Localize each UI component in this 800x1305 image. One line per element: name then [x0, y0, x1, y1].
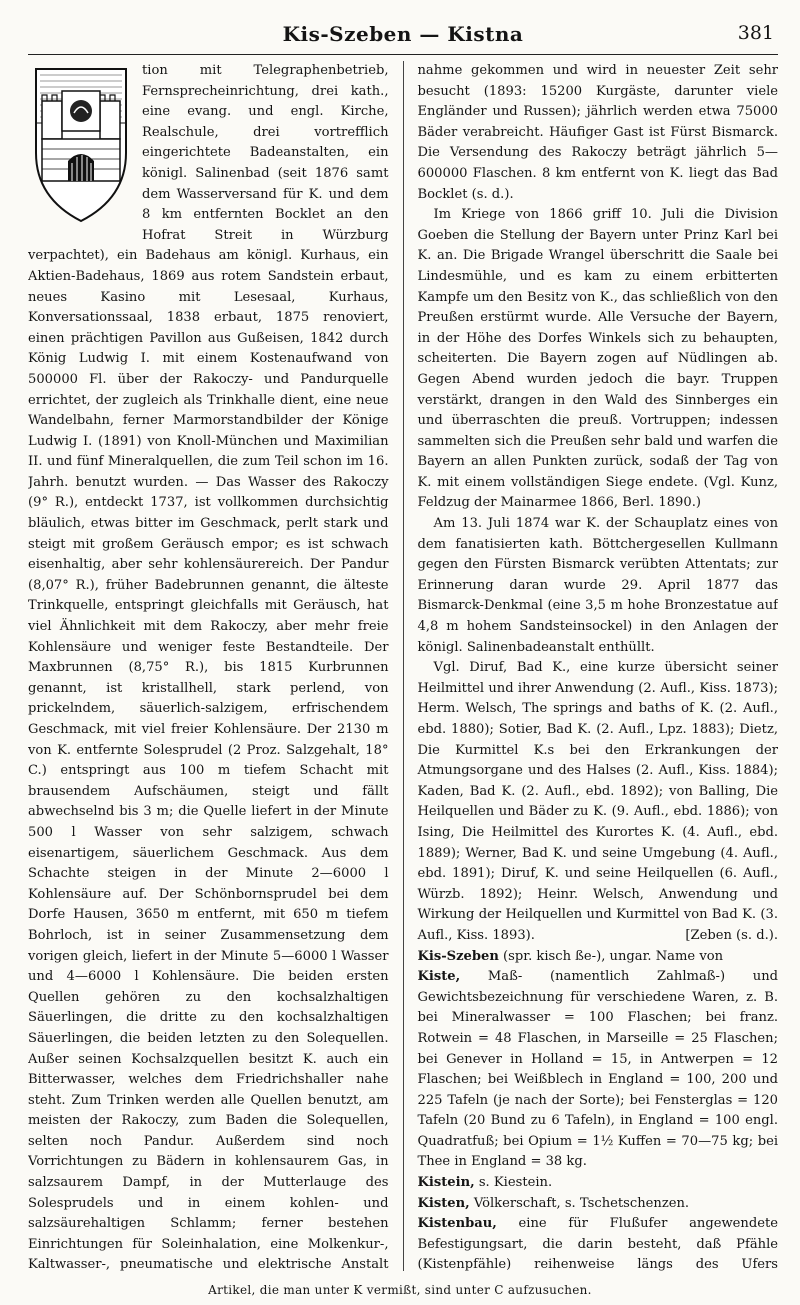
entry-kis-szeben: [418, 947, 779, 968]
coat-of-arms-emblem: [28, 63, 134, 228]
cross-reference: [Zeben (s. d.).: [685, 927, 778, 943]
entry-headword: Kis-Szeben: [417, 948, 499, 964]
entry-kistenbau: [418, 1214, 779, 1271]
entry-text: eine für Flußufer angewendete Befestigungsart, die darin besteht, daß Pfähle (Kistenpfähle) reihenweise längs des Ufers: [417, 1216, 778, 1271]
paragraph-war-1866: Im Kriege von 1866 griff 10. Juli die Division Goeben die Stellung der Bayern unter Prinz Karl bei K. an. Die Brigade Wrangel überschritt die Saale bei Lindesmühle, und es kam zu einem erbitterten Kampfe um den Besitz von K., das schließlich von den Preußen erstürmt wurde. Alle Versuche der Bayern, in der Höhe des Dorfes Winkels sich zu behaupten, scheiterten. Die Bayern zogen auf Nüdlingen ab. Gegen Abend wurden jedoch die bayr. Truppen verstärkt, drangen in den Wald des Sinnberges ein und überraschten die preuß. Vortruppen; indessen sammelten sich die Preußen sehr bald und warfen die Bayern an allen Punkten zurück, sodaß der Tag von K. mit einem vollständigen Siege endete. (Vgl. Kunz, Feldzug der Mainarmee 1866, Berl. 1890.): [417, 207, 778, 511]
running-head: [28, 14, 778, 55]
entry-headword: Kiste,: [417, 969, 461, 985]
literature-text: Vgl. Diruf, Bad K., eine kurze übersicht seiner Heilmittel und ihrer Anwendung (2. Aufl., Kiss. 1873); Herm. Welsch, The springs and baths of K. (2. Aufl., ebd. 1880); Sotier, Bad K. (2. Aufl., Lpz. 1883); Dietz, Die Kurmittel K.s bei den Erkrankungen der Atmungsorgane und des Halses (2. Aufl., Kiss. 1884); Kaden, Bad K. (2. Aufl., ebd. 1892); von Balling, Die Heilquellen und Bäder zu K. (9. Aufl., ebd. 1886); von Ising, Die Heilmittel des Kurortes K. (4. Aufl., ebd. 1889); Werner, Bad K. und seine Umgebung (4. Aufl., ebd. 1891); Diruf, K. und seine Heilquellen (6. Aufl., Würzb. 1892); Heinr. Welsch, Anwendung und Wirkung der Heilquellen und Kurmittel von Bad K. (3. Aufl., Kiss. 1893).: [417, 660, 778, 943]
paragraph-text: tion mit Telegraphenbetrieb, Fernsprecheinrichtung, drei kath., eine evang. und engl. Kirche, Realschule, drei vortrefflich eingerichtete Badeanstalten, ein königl. Salinenbad (seit 1876 samt dem Wasserversand für K. und dem 8 km entfernten Bocklet an den Hofrat Streit in Würzburg verpachtet), ein Badehaus am königl. Kurhaus, ein Aktien-Badehaus, 1869 aus rotem Sandstein erbaut, neues Kasino mit Lesesaal, Kurhaus, Konversationssaal, 1838 erbaut, 1875 renoviert, einen prächtigen Pavillon aus Gußeisen, 1842 durch König Ludwig I. mit einem Kostenaufwand von 500000 Fl. über der Rakoczy- und Pandurquelle errichtet, der zugleich als Trinkhalle dient, eine neue Wandelbahn, ferner Marmorstandbilder der Könige Ludwig I. (1891) von Knoll-München und Maximilian II. und fünf Mineralquellen, die zum Teil schon im 16. Jahrh. benutzt wurden. — Das Wasser des Rakoczy (9° R.), entdeckt 1737, ist vollkommen durchsichtig bläulich, etwas bitter im Geschmack, perlt stark und steigt mit großem Geräusch empor; es ist schwach eisenhaltig, aber sehr kohlensäurereich. Der Pandur (8,07° R.), früher Badebrunnen genannt, die älteste Trinkquelle, entspringt gleichfalls mit Geräusch, hat viel Ähnlichkeit mit dem Rakoczy, aber mehr freie Kohlensäure und weniger feste Bestandteile. Der Maxbrunnen (8,75° R.), bis 1815 Kurbrunnen genannt, ist kristallhell, stark perlend, von prickelndem, säuerlich-salzigem, erfrischendem Geschmack, mit viel freier Kohlensäure. Der 2130 m von K. entfernte Solesprudel (2 Proz. Salzgehalt, 18° C.) entspringt aus 100 m tiefem Schacht mit brausendem Aufschäumen, steigt und fällt abwechselnd bis 3 m; die Quelle liefert in der Minute 500 l Wasser von sehr salzigem, schwach eisenartigem, säuerlichem Geschmack. Aus dem Schachte steigen in der Minute 2—6000 l Kohlensäure auf. Der Schönbornsprudel bei dem Dorfe Hausen, 3650 m entfernt, mit 650 m tiefem Bohrloch, ist in seiner Zusammensetzung dem vorigen gleich, liefert in der Minute 5—6000 l Wasser und 4—6000 l Kohlensäure. Die beiden ersten Quellen gehören zu den kochsalzhaltigen Säuerlingen, die dritte zu den kochsalzhaltigen Säuerlingen, die beiden letzten zu den Solequellen. Außer seinen Kochsalzquellen besitzt K. auch ein Bitterwasser, welches dem Friedrichshaller nahe steht. Zum Trinken werden alle Quellen benutzt, am meisten der Rakoczy, zum Baden die Solequellen, selten noch Pandur. Außerdem sind noch Vorrichtungen zu Bädern in kohlensaurem Gas, in salzsaurem Dampf, in der Mutterlauge des Solesprudels und in einem kohlen- und salzsäurehaltigen Schlamm; ferner bestehen Einrichtungen für Soleinhalation, eine Molkenkur-, Kaltwasser-, pneumatische und elektrische Anstalt: [28, 63, 389, 1271]
entry-kiste: [418, 967, 779, 1173]
paragraph-literature: [418, 658, 779, 946]
paragraph-attentat-1874: Am 13. Juli 1874 war K. der Schauplatz eines von dem fanatisierten kath. Böttchergesellen Kullmann gegen den Fürsten Bismarck verübten Attentats; zur Erinnerung daran wurde 29. April 1877 das Bismarck-Denkmal (eine 3,5 m hohe Bronzestatue auf 4,8 m hohem Sandsteinsockel) in den Anlagen der königl. Salinenbadeanstalt enthüllt.: [417, 516, 778, 655]
footer-note: Artikel, die man unter K vermißt, sind unter C aufzusuchen.: [208, 1283, 592, 1297]
text-columns: [28, 61, 778, 1271]
right-column: [418, 61, 779, 1271]
entry-headword: Kistein,: [417, 1175, 475, 1191]
entry-headword: Kistenbau,: [417, 1216, 497, 1232]
column-divider: [403, 61, 404, 1271]
entry-headword: Kisten,: [417, 1195, 470, 1211]
entry-text: s. Kiestein.: [474, 1175, 553, 1191]
paragraph-kissingen-continued: [28, 61, 389, 1271]
entry-text: Völkerschaft, s. Tschetschenzen.: [469, 1195, 690, 1211]
entry-kisten: [418, 1194, 779, 1215]
left-column: [28, 61, 389, 1271]
entry-text: (spr. kisch ße-), ungar. Name von: [498, 948, 724, 964]
coat-of-arms-icon: [28, 63, 134, 228]
page-number: 381: [737, 22, 774, 44]
entry-text: Maß- (namentlich Zahlmaß-) und Gewichtsbezeichnung für verschiedene Waren, z. B. bei Mineralwasser = 100 Flaschen; bei franz. Rotwein = 48 Flaschen, in Marseille = 25 Flaschen; bei Genever in Holland = 15, in Antwerpen = 12 Flaschen; bei Weißblech in England = 100, 200 und 225 Tafeln (je nach der Sorte); bei Fensterglas = 120 Tafeln (20 Bund zu 6 Tafeln), in England = 100 engl. Quadratfuß; bei Opium = 1½ Kuffen = 70—75 kg; bei Thee in England = 38 kg.: [417, 969, 778, 1170]
page-title: Kis-Szeben — Kistna: [282, 22, 524, 46]
entry-kistein: [418, 1173, 779, 1194]
paragraph-kissingen-end: nahme gekommen und wird in neuester Zeit sehr besucht (1893: 15200 Kurgäste, darunter viele Engländer und Russen); jährlich werden etwa 75000 Bäder verabreicht. Häufiger Gast ist Fürst Bismarck. Die Versendung des Rakoczy beträgt jährlich 5—600000 Flaschen. 8 km entfernt von K. liegt das Bad Bocklet (s. d.).: [417, 63, 778, 202]
